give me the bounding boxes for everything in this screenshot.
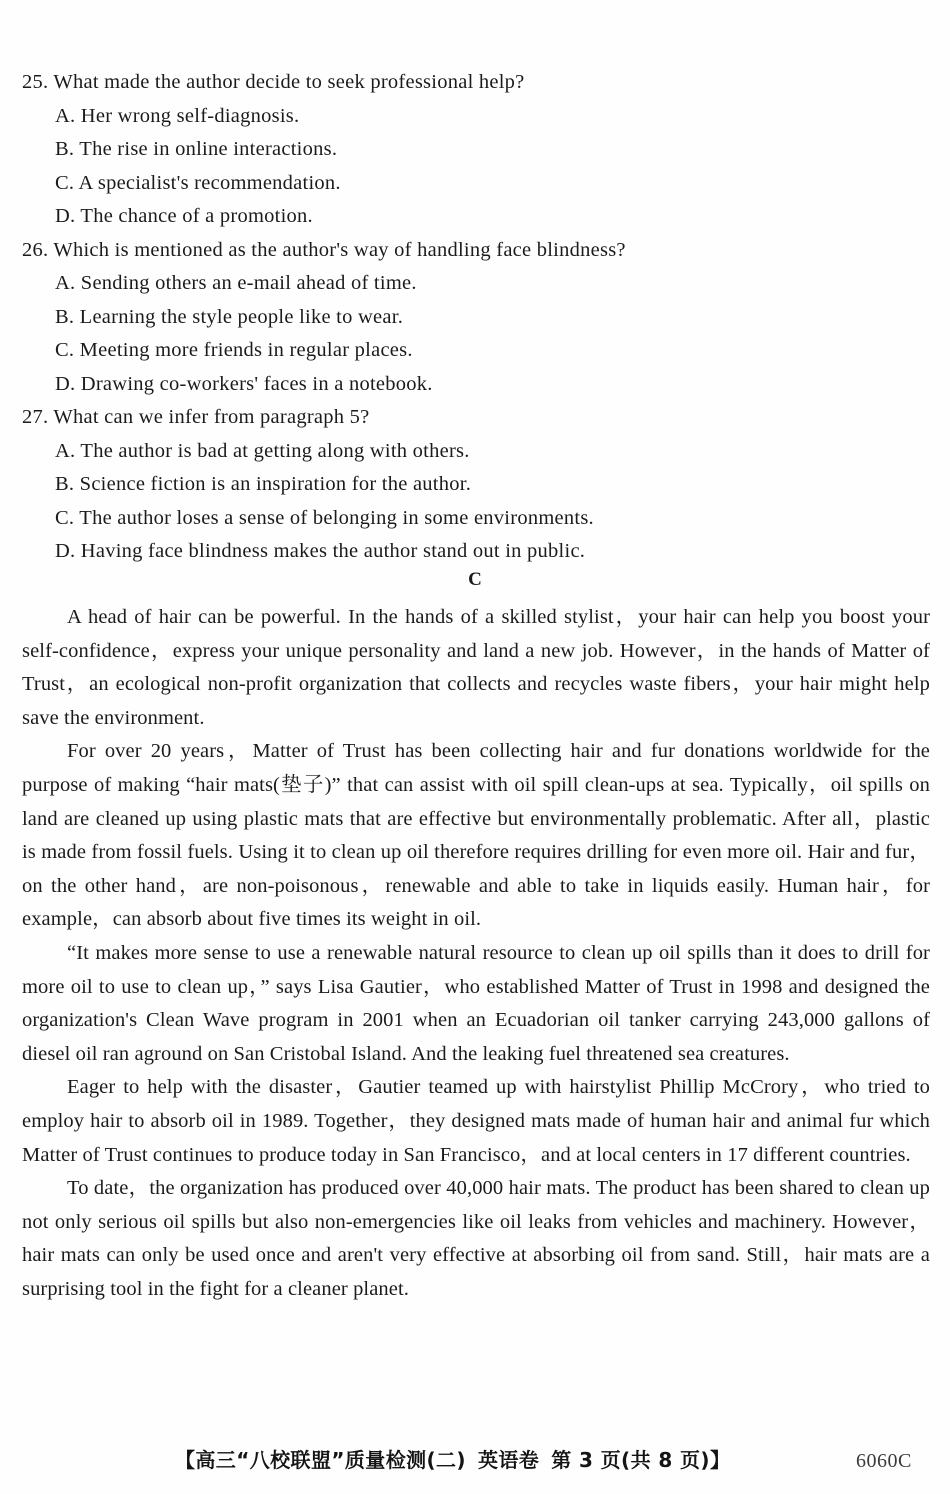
section-heading-c: C [468,569,482,590]
question-stem-26: 26. Which is mentioned as the author's way of handling face blindness? [22,238,626,261]
question-27-option-a[interactable]: A. The author is bad at getting along with others. [55,439,470,462]
question-stem-25: 25. What made the author decide to seek professional help? [22,71,525,93]
question-27-option-c[interactable]: C. The author loses a sense of belonging in some environments. [55,506,594,529]
page-footer [0,1445,950,1481]
question-26-option-b[interactable]: B. Learning the style people like to wear. [55,305,404,328]
reading-passage [22,601,930,1306]
question-25-option-d[interactable]: D. The chance of a promotion. [55,205,313,227]
passage-paragraph-2: For over 20 years，Matter of Trust has been collecting hair and fur donations worldwide for the purpose of making “hair mats(垫子)” that can assist with oil spill clean-ups at sea. Typically，oil spills on land are cleaned up using plastic mats that are effective but environmentally problematic. After all，plastic is made from fossil fuels. Using it to clean up oil therefore requires drilling for even more oil. Hair and fur，on the other hand，are non-poisonous，renewable and able to take in liquids easily. Human hair，for example，can absorb about five times its weight in oil. [22,740,930,931]
questions-list [22,66,932,569]
question-item-27 [22,401,932,569]
passage-paragraph-3: “It makes more sense to use a renewable natural resource to clean up oil spills than it does to drill for more oil to use to clean up，” says Lisa Gautier，who established Matter of Trust in 1998 and designed the organization's Clean Wave program in 2001 when an Ecuadorian oil tanker carrying 243,000 gallons of diesel oil ran aground on San Cristobal Island. And the leaking fuel threatened sea creatures. [22,941,930,1065]
footer-exam-line [175,1445,730,1475]
passage-paragraph-4: Eager to help with the disaster，Gautier teamed up with hairstylist Phillip McCrory，who tried to employ hair to absorb oil in 1989. Together，they designed mats made of human hair and animal fur which Matter of Trust continues to produce today in San Francisco，and at local centers in 17 different countries. [22,1076,930,1166]
passage-paragraph-1: A head of hair can be powerful. In the hands of a skilled stylist，your hair can help you boost your self-confidence，express your unique personality and land a new job. However，in the hands of Matter of Trust，an ecological non-profit organization that collects and recycles waste fibers，your hair might help save the environment. [22,606,930,729]
question-25-option-a[interactable]: A. Her wrong self-diagnosis. [55,104,300,127]
question-25-option-c[interactable]: C. A specialist's recommendation. [55,171,341,194]
question-26-option-d[interactable]: D. Drawing co-workers' faces in a notebook. [55,372,433,395]
footer-subject: 英语卷 [477,1448,540,1472]
footer-paper-code: 6060C [856,1450,912,1472]
question-item-26 [22,234,932,402]
question-27-option-b[interactable]: B. Science fiction is an inspiration for the author. [55,473,472,495]
passage-paragraph-5: To date，the organization has produced over 40,000 hair mats. The product has been shared to clean up not only serious oil spills but also non-emergencies like oil leaks from vehicles and machinery. However，hair mats can only be used once and aren't very effective at absorbing oil from sand. Still，hair mats are a surprising tool in the fight for a cleaner planet. [22,1177,930,1300]
footer-exam-title: 【高三“八校联盟”质量检测(二) [175,1448,466,1472]
question-item-25 [22,66,932,234]
question-stem-27: 27. What can we infer from paragraph 5? [22,406,370,428]
question-27-option-d[interactable]: D. Having face blindness makes the author stand out in public. [55,540,586,562]
question-26-option-c[interactable]: C. Meeting more friends in regular places. [55,339,413,361]
question-25-option-b[interactable]: B. The rise in online interactions. [55,138,338,160]
question-26-option-a[interactable]: A. Sending others an e-mail ahead of time. [55,272,417,294]
footer-page-info: 第 3 页(共 8 页)】 [551,1448,731,1472]
